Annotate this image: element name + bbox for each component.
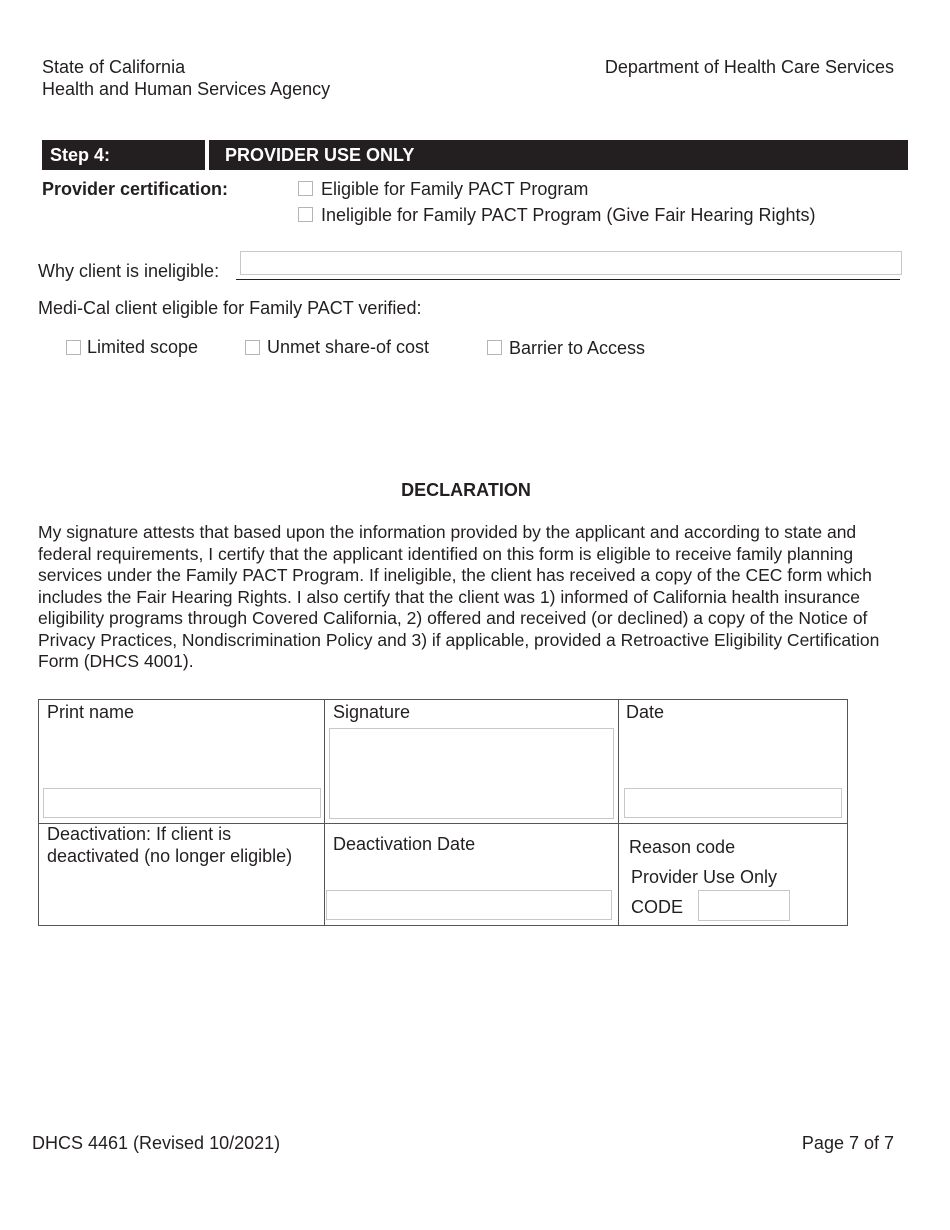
- limited-scope-label: Limited scope: [87, 337, 199, 357]
- signature-field[interactable]: [329, 728, 614, 819]
- eligible-checkbox[interactable]: [298, 181, 313, 196]
- page-number: Page 7 of 7: [801, 1133, 894, 1153]
- form-id: DHCS 4461 (Revised 10/2021): [32, 1133, 281, 1153]
- medical-verified-label: Medi-Cal client eligible for Family PACT verified:: [38, 298, 422, 318]
- declaration-text: My signature attests that based upon the information provided by the applicant and according to state and federal requirements, I certify that the applicant identified on this form is eligible to receive family planning services under the Family PACT Program. If ineligible, the client has received a copy of the CEC form which includes the Fair Hearing Rights. I also certify that the client was 1) informed of California health insurance eligibility programs through Covered California, 2) offered and received (or declined) a copy of the Notice of Privacy Practices, Nondiscrimination Policy and 3) if applicable, provided a Retroactive Eligibility Certification Form (DHCS 4001).: [38, 522, 880, 671]
- reason-code-label: Reason code: [629, 837, 736, 857]
- department-name: Department of Health Care Services: [604, 57, 894, 77]
- signature-label: Signature: [333, 702, 411, 722]
- barrier-access-label: Barrier to Access: [509, 338, 646, 358]
- table-divider: [618, 700, 619, 925]
- deactivation-date-input[interactable]: [326, 890, 612, 920]
- barrier-access-checkbox[interactable]: [487, 340, 502, 355]
- signature-table: [38, 699, 848, 926]
- step-title: PROVIDER USE ONLY: [225, 145, 415, 165]
- ineligible-reason-underline: [236, 279, 900, 280]
- table-divider: [324, 700, 325, 925]
- ineligible-reason-label: Why client is ineligible:: [38, 261, 220, 281]
- agency-name: Health and Human Services Agency: [42, 79, 331, 99]
- certification-label: Provider certification:: [42, 179, 229, 199]
- declaration-title: DECLARATION: [401, 480, 531, 500]
- deactivation-label-line1: Deactivation: If client is: [47, 824, 232, 844]
- date-label: Date: [626, 702, 665, 722]
- date-input[interactable]: [624, 788, 842, 818]
- step-label-bar: [42, 140, 205, 170]
- deactivation-date-label: Deactivation Date: [333, 834, 476, 854]
- reason-code-input[interactable]: [698, 890, 790, 921]
- unmet-share-label: Unmet share-of cost: [267, 337, 430, 357]
- ineligible-option-label: Ineligible for Family PACT Program (Give Fair Hearing Rights): [321, 205, 816, 225]
- unmet-share-checkbox[interactable]: [245, 340, 260, 355]
- code-label: CODE: [631, 897, 684, 917]
- step-label: Step 4:: [50, 145, 111, 165]
- limited-scope-checkbox[interactable]: [66, 340, 81, 355]
- ineligible-checkbox[interactable]: [298, 207, 313, 222]
- ineligible-reason-input[interactable]: [240, 251, 902, 275]
- step-title-bar: [209, 140, 908, 170]
- print-name-input[interactable]: [43, 788, 321, 818]
- provider-use-only-label: Provider Use Only: [631, 867, 778, 887]
- print-name-label: Print name: [47, 702, 135, 722]
- state-name: State of California: [42, 57, 186, 77]
- eligible-option-label: Eligible for Family PACT Program: [321, 179, 589, 199]
- deactivation-label-line2: deactivated (no longer eligible): [47, 846, 293, 866]
